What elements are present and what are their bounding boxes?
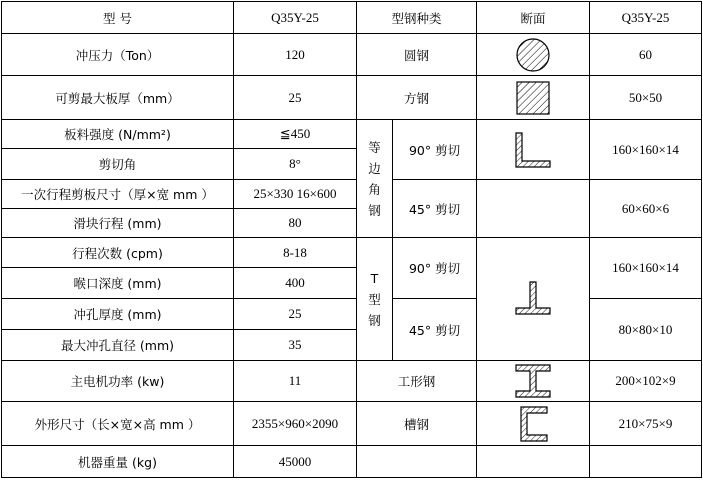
angle-45-section-empty — [477, 180, 590, 238]
param-value: 400 — [234, 268, 357, 299]
model-value-2: Q35Y-25 — [590, 2, 702, 34]
steel-value-round: 60 — [590, 34, 702, 76]
t-steel-group-label — [357, 238, 393, 361]
t-cut-45: 45° 剪切 — [393, 299, 477, 361]
param-value: 25 — [234, 76, 357, 120]
param-label: 冲压力（Ton） — [2, 34, 234, 76]
model-value: Q35Y-25 — [234, 2, 357, 34]
angle-cut-45: 45° 剪切 — [393, 180, 477, 238]
table-row — [2, 120, 702, 149]
param-value: 8-18 — [234, 238, 357, 268]
t-group-char: 型 — [368, 291, 381, 307]
table-row — [2, 361, 702, 402]
steel-value-square: 50×50 — [590, 76, 702, 120]
table-row — [2, 238, 702, 268]
angle-value-90: 160×160×14 — [590, 120, 702, 180]
param-value: 11 — [234, 361, 357, 402]
t-steel-section-icon — [477, 238, 590, 361]
t-group-char: 钢 — [368, 312, 381, 328]
t-cut-90: 90° 剪切 — [393, 238, 477, 299]
specification-table — [1, 1, 702, 478]
param-label: 机器重量 (kg) — [2, 446, 234, 478]
angle-group-char: 等 — [368, 139, 381, 155]
param-value: 2355×960×2090 — [234, 402, 357, 446]
param-value: 8° — [234, 149, 357, 180]
angle-cut-90: 90° 剪切 — [393, 120, 477, 180]
model-label: 型 号 — [2, 2, 234, 34]
empty-cell — [477, 446, 590, 478]
empty-cell — [590, 446, 702, 478]
param-label: 行程次数 (cpm) — [2, 238, 234, 268]
param-label: 喉口深度 (mm) — [2, 268, 234, 299]
param-label: 剪切角 — [2, 149, 234, 180]
steel-value-ibeam: 200×102×9 — [590, 361, 702, 402]
angle-group-char: 钢 — [368, 202, 381, 218]
param-value: 45000 — [234, 446, 357, 478]
steel-type-label: 型钢种类 — [357, 2, 477, 34]
param-value: 120 — [234, 34, 357, 76]
param-value: 35 — [234, 330, 357, 361]
param-value: 80 — [234, 209, 357, 238]
table-row — [2, 180, 702, 209]
steel-name-square: 方钢 — [357, 76, 477, 120]
param-label: 滑块行程 (mm) — [2, 209, 234, 238]
param-label: 可剪最大板厚（mm） — [2, 76, 234, 120]
param-label: 主电机功率 (kw) — [2, 361, 234, 402]
t-group-char: T — [370, 270, 379, 286]
param-label: 外形尺寸（长×宽×高 mm ） — [2, 402, 234, 446]
param-label: 一次行程剪板尺寸（厚×宽 mm ） — [2, 180, 234, 209]
steel-name-round: 圆钢 — [357, 34, 477, 76]
param-label: 最大冲孔直径 (mm) — [2, 330, 234, 361]
param-label: 冲孔厚度 (mm) — [2, 299, 234, 330]
param-label: 板料强度 (N/mm²) — [2, 120, 234, 149]
steel-value-channel: 210×75×9 — [590, 402, 702, 446]
section-label: 断面 — [477, 2, 590, 34]
param-value: 25 — [234, 299, 357, 330]
table-row — [2, 76, 702, 120]
t-value-90: 160×160×14 — [590, 238, 702, 299]
t-value-45: 80×80×10 — [590, 299, 702, 361]
angle-group-char: 角 — [368, 181, 381, 197]
param-value: 25×330 16×600 — [234, 180, 357, 209]
table-row — [2, 446, 702, 478]
param-value: ≦450 — [234, 120, 357, 149]
i-beam-section-icon — [477, 361, 590, 402]
round-bar-section-icon — [477, 34, 590, 76]
channel-steel-section-icon — [477, 402, 590, 446]
steel-name-channel: 槽钢 — [357, 402, 477, 446]
table-row — [2, 402, 702, 446]
steel-name-ibeam: 工形钢 — [357, 361, 477, 402]
angle-steel-section-icon — [477, 120, 590, 180]
empty-cell — [357, 446, 477, 478]
table-row — [2, 299, 702, 330]
angle-value-45: 60×60×6 — [590, 180, 702, 238]
square-bar-section-icon — [477, 76, 590, 120]
header-row — [2, 2, 702, 34]
table-row — [2, 34, 702, 76]
angle-steel-group-label — [357, 120, 393, 238]
angle-group-char: 边 — [368, 160, 381, 176]
